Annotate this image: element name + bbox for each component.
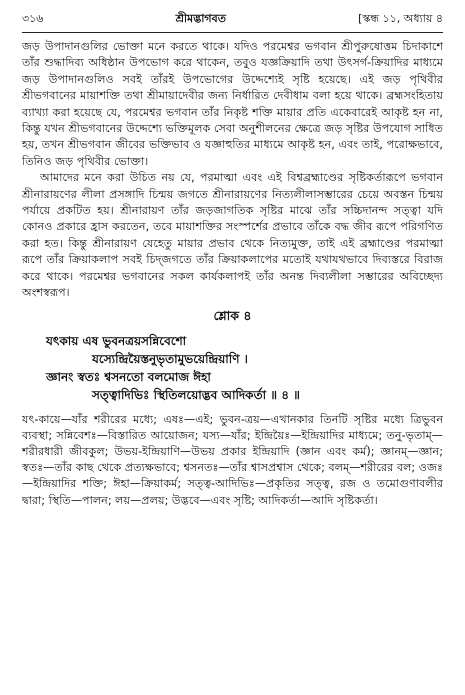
verse-line: জ্ঞানং স্বতঃ শ্বসনতো বলমোজ ঈহা (46, 369, 211, 384)
word-synonyms: যৎ-কায়ে—যাঁর শরীরের মধ্যে; এষঃ—এই; ভুবন-ত্রয়—এখানকার তিনটি সৃষ্টির মধ্যে ত্রিভুবন ব্যবস্থা; সন্নিবেশঃ—বিস্তারিত আয়োজন; যস্য—যাঁর; ইন্দ্রিয়ৈঃ—ইন্দ্রিয়াদির মাধ্যমে; তনু-ভৃতাম্—শরীরধারী জীবকুল; উভয়-ইন্দ্রিয়াণি—উভয় প্রকার ইন্দ্রিয়াদি (জ্ঞান এবং কর্ম); জ্ঞানম্—জ্ঞান; স্বতঃ—তাঁর কাছ থেকে প্রত্যক্ষভাবে; শ্বসনতঃ—তাঁর শ্বাসপ্রশ্বাস থেকে; বলম্—শরীরের বল; ওজঃ—ইন্দ্রিয়াদির শক্তি; ঈহা—ক্রিয়াকর্ম; সত্ত্ব-আদিভিঃ—প্রকৃতির সত্ত্ব, রজ ও তমোগুণাবলীর দ্বারা; স্থিতি—পালন; লয়—প্রলয়; উদ্ভবে—এবং সৃষ্টি; আদিকর্তা—আদি সৃষ্টিকর্তা। (22, 412, 443, 507)
book-title: শ্রীমদ্ভাগবত (175, 12, 226, 25)
verse-line: সত্ত্বাদিভিঃ স্থিতিলয়োদ্ভব আদিকর্তা ॥ ৪ ॥ (92, 387, 300, 402)
section-label: [স্কন্ধ ১১, অধ্যায় ৪ (358, 12, 443, 25)
page-number: ৩১৬ (22, 12, 44, 25)
page-header (22, 10, 443, 28)
paragraph: আমাদের মনে করা উচিত নয় যে, পরমাত্মা এবং এই বিশ্বব্রহ্মাণ্ডের সৃষ্টিকর্তারূপে ভগবান শ্রীনারায়ণের লীলা প্রসঙ্গাদি চিন্ময় জগতে শ্রীনারায়ণের নিত্যলীলাসম্ভারের চেয়ে অবস্তন চিন্ময় পর্যায়ে প্রকটিত হয়। শ্রীনারায়ণ তাঁর জড়জাগতিক সৃষ্টির মাঝে তাঁর সচ্চিদানন্দ সত্ত্বা যদি কোনও প্রকারে হ্রাস করতেন, তবে মায়াশক্তির সংস্পর্শের প্রভাবে তাঁকে বদ্ধ জীব রূপে পরিগণিত করা হত। কিন্তু শ্রীনারায়ণ যেহেতু মায়ার প্রভাব থেকে নিত্যমুক্ত, তাই এই ব্রহ্মাণ্ডের পরমাত্মা রূপে তাঁর ক্রিয়াকলাপ সবই চিদ্‌জগতে তাঁর ক্রিয়াকলাপের মতোই যথাযথভাবে দিব্যস্তরে বিরাজ করে থাকে। পরমেশ্বর ভগবানের সকল কার্যকলাপই তাঁর অনন্ত দিব্যলীলা সম্ভারের অবিচ্ছেদ্য অংশস্বরূপ। (22, 171, 443, 300)
paragraph: জড় উপাদানগুলির ভোক্তা মনে করতে থাকে। যদিও পরমেশ্বর ভগবান শ্রীপুরুষোত্তম চিদাকাশে তাঁর শুদ্ধাদিব্য অধিষ্ঠান উপভোগ করে থাকেন, তবুও যজ্ঞক্রিয়াদি তথা উৎসর্গ-ক্রিয়াদির মাধ্যমে জড় উপাদানগুলিও সবই তাঁরই উপভোগের উদ্দেশ্যেই সৃষ্টি হয়েছে। এই জড় পৃথিবীর শ্রীভগবানের মায়াশক্তি তথা শ্রীমায়াদেবীর জন্য নির্ধারিত দেবীধাম বলা হয়ে থাকে। ব্রহ্মসংহিতায় ব্যাখ্যা করা হয়েছে যে, পরমেশ্বর ভগবান তাঁর নিকৃষ্ট শক্তি মায়ার প্রতি একেবারেই আকৃষ্ট হন না, কিন্তু যখন শ্রীভগবানের উদ্দেশ্যে ভক্তিমূলক সেবা অনুশীলনের ক্ষেত্রে জড় সৃষ্টির উপযোগ সাধিত হয়, তখন শ্রীভগবান জীবের ভক্তিভাব ও যজ্ঞাহুতির মাধ্যমে আকৃষ্ট হন, এবং তাই, পরোক্ষভাবে, তিনিও জড় পৃথিবীর ভোক্তা। (22, 40, 443, 168)
header-divider (22, 32, 443, 33)
purport-text (22, 39, 443, 302)
verse-heading: শ্লোক ৪ (213, 307, 252, 323)
verse-block (22, 332, 443, 404)
verse-line: যস্যেন্দ্রিয়ৈস্তনুভৃতামুভয়েন্দ্রিয়াণি । (92, 351, 248, 366)
verse-line: যৎকায় এষ ভুবনত্রয়সন্নিবেশো (46, 333, 187, 348)
